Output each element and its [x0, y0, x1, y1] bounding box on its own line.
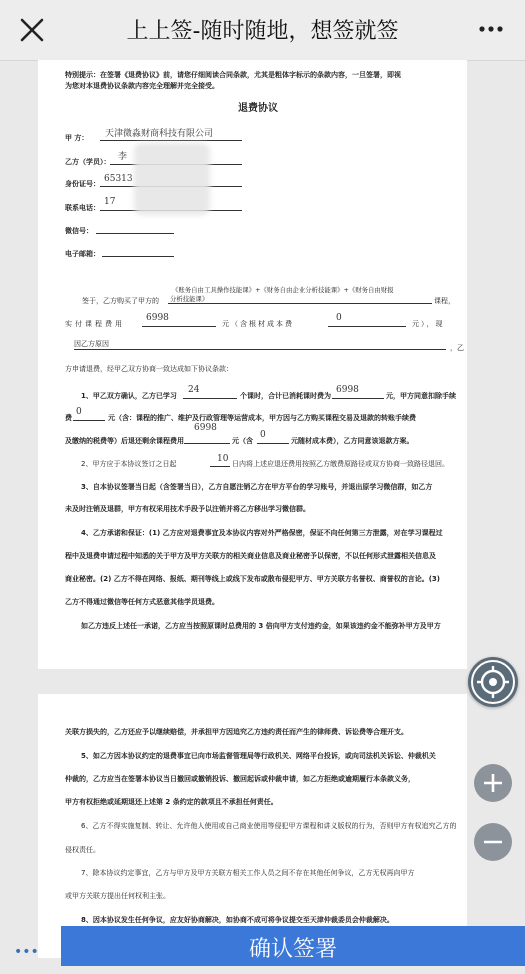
course-names: 《账务自由工具操作技能课》+《财务自由企业分析技能课》+《财务自由财报: [172, 286, 394, 294]
consumed-fee: 6998: [336, 385, 359, 395]
clause-4-line-4: 乙方不得通过微信等任何方式恶意其他学员退费。: [65, 598, 219, 606]
wechat-label: 微信号：: [65, 227, 93, 235]
clause-1-c: 元，甲方同意扣除手续: [386, 392, 456, 400]
clause-3-line-1: 3、自本协议签署当日起（含签署当日），乙方自愿注销乙方在甲方平台的学习账号，并退出原学习微信群，如乙方: [81, 483, 433, 491]
clause-1-g: 元（含: [232, 437, 253, 445]
clause-1-b: 个课时，合计已消耗课时费为: [240, 392, 331, 400]
material-underline: [328, 326, 406, 327]
clause-1-d: 费: [65, 414, 72, 422]
party-b-value: 李: [118, 152, 128, 162]
bottom-more-button[interactable]: •••: [14, 944, 39, 960]
refund-underline: [184, 443, 230, 444]
clause-2-a: 2、甲方应于本协议签订之日起: [81, 460, 177, 468]
page-title: 上上签-随时随地，想签就签: [126, 19, 399, 44]
party-a-value: 天津微淼财商科技有限公司: [105, 129, 214, 139]
clause-4-line-2: 程中及退费申请过程中知悉的关于甲方及甲方关联方的相关商业信息及商业秘密予以保密，不以任何形式泄露相关信息及: [65, 552, 436, 560]
course-line: [168, 303, 432, 304]
clause-4-line-1: 4、乙方承诺和保证：(1) 乙方应对退费事宜及本协议内容对外严格保密，保证不向任何第三方泄露，对在学习课程过: [81, 529, 443, 537]
clause-4-line-3: 商业秘密。(2) 乙方不得在网络、报纸、期刊等线上或线下发布或散布侵犯甲方、甲方关联方名誉权、商誉权的言论。(3): [65, 575, 440, 583]
phone-label: 联系电话：: [65, 204, 100, 212]
clause-5-line-2: 仲裁的，乙方应当在签署本协议当日撤回或撤销投诉、撤回起诉或仲裁申请，如乙方拒绝或逾期履行本条款义务，: [65, 775, 415, 783]
clause-2-b: 日内将上述应退还费用按照乙方缴费原路径或双方协商一致路径退回。: [232, 460, 449, 468]
tip-line-1: 特别提示：在签署《退费协议》前，请您仔细阅读合同条款，尤其是粗体字标示的条款内容，一旦签署，即视: [65, 71, 401, 79]
reason-tail: ，乙: [450, 344, 464, 352]
refund-amount: 6998: [194, 423, 217, 433]
handling-fee: 0: [76, 407, 82, 417]
fee-tail: 元），现: [412, 320, 445, 328]
refund-days: 10: [217, 454, 229, 464]
course-names-2: 分析技能课》: [170, 295, 209, 303]
reason-label: 因乙方原因: [74, 340, 109, 348]
reason-line: [74, 349, 446, 350]
party-a-label: 甲 方：: [65, 134, 89, 142]
clause-4-line-5: 如乙方违反上述任一承诺，乙方应当按照原课时总费用的 3 倍向甲方支付违约金，如果该违约金不能弥补甲方及甲方: [81, 622, 441, 630]
fee-unit: 元（含根材成本费: [222, 320, 294, 328]
party-a-line: [100, 140, 242, 141]
more-icon[interactable]: [473, 14, 509, 44]
tip-line-2: 为您对本退费协议条款内容完全理解并完全接受。: [65, 82, 219, 90]
clause-3-line-2: 未及时注销及退群，甲方有权采用技术手段予以注销并将乙方移出学习微信群。: [65, 505, 310, 513]
email-line: [102, 256, 174, 257]
top-bar: [0, 0, 525, 61]
clause-5-line-3: 甲方有权拒绝或延期退还上述第 2 条约定的款项且不承担任何责任。: [65, 798, 278, 806]
document-page-2: [38, 694, 467, 958]
id-value: 65313: [104, 174, 133, 184]
handling-underline: [73, 420, 105, 421]
zoom-out-icon[interactable]: [474, 823, 512, 861]
fee-value: 6998: [146, 313, 169, 323]
zoom-in-icon[interactable]: [474, 764, 512, 802]
id-label: 身份证号：: [65, 180, 100, 188]
party-b-label: 乙方（学员）：: [65, 158, 111, 166]
redaction-blur: [134, 143, 210, 215]
clause-6-line-2: 侵权责任。: [65, 846, 100, 854]
locate-icon[interactable]: [468, 657, 518, 707]
clause-1-f: 及缴纳的税费等）后退还剩余课程费用: [65, 437, 184, 445]
clause-1-h: 元随材成本费），乙方同意该退款方案。: [291, 437, 414, 445]
sign-line-a: 签于，乙方购买了甲方的: [82, 297, 159, 305]
document-title: 退费协议: [238, 103, 278, 114]
refund-material: 0: [260, 430, 266, 440]
clause-7-line-1: 7、除本协议约定事宜，乙方与甲方及甲方关联方相关工作人员之间不存在其他任何争议，乙方无权再向甲方: [81, 869, 415, 877]
page-2-line-1: 关联方损失的，乙方还应予以继续赔偿，并承担甲方因追究乙方违约责任而产生的律师费、诉讼费等合理开支。: [65, 728, 408, 736]
clause-1-a: 1、甲乙双方确认，乙方已学习: [81, 392, 177, 400]
clause-6-line-1: 6、乙方不得实施复制、转让、允许他人使用或自己商业使用等侵犯甲方课程和讲义版权的行为，否则甲方有权追究乙方的: [81, 822, 457, 830]
clause-8-line-1: 8、因本协议发生任何争议，应友好协商解决，如协商不成可将争议提交至天津仲裁委员会仲裁解决。: [81, 916, 394, 924]
email-label: 电子邮箱：: [65, 250, 100, 258]
wechat-line: [96, 233, 174, 234]
confirm-sign-button[interactable]: 确认签署: [61, 926, 525, 966]
clause-7-line-2: 或甲方关联方提出任何权利主张。: [65, 892, 170, 900]
apply-line: 方申请退费，经甲乙双方协商一致达成如下协议条款：: [65, 365, 233, 373]
clause-5-line-1: 5、如乙方因本协议约定的退费事宜已向市场监督管理局等行政机关、网络平台投诉，或向司法机关诉讼、仲裁机关: [81, 752, 436, 760]
consumed-underline: [332, 398, 384, 399]
sign-line-end: 课程，: [434, 297, 455, 305]
clause-1-e: 元（含：课程的推广、维护及行政管理等运营成本，甲方因与乙方购买课程交易及退款的转账手续费: [108, 414, 416, 422]
fee-underline: [142, 326, 216, 327]
days-underline: [210, 466, 230, 467]
material-fee: 0: [336, 313, 342, 323]
fee-line: 实付课程费用: [65, 320, 125, 328]
phone-value: 17: [104, 197, 116, 207]
learned-underline: [183, 398, 237, 399]
learned-hours: 24: [188, 385, 200, 395]
document-page-1: [38, 60, 467, 669]
refund-material-underline: [257, 443, 289, 444]
